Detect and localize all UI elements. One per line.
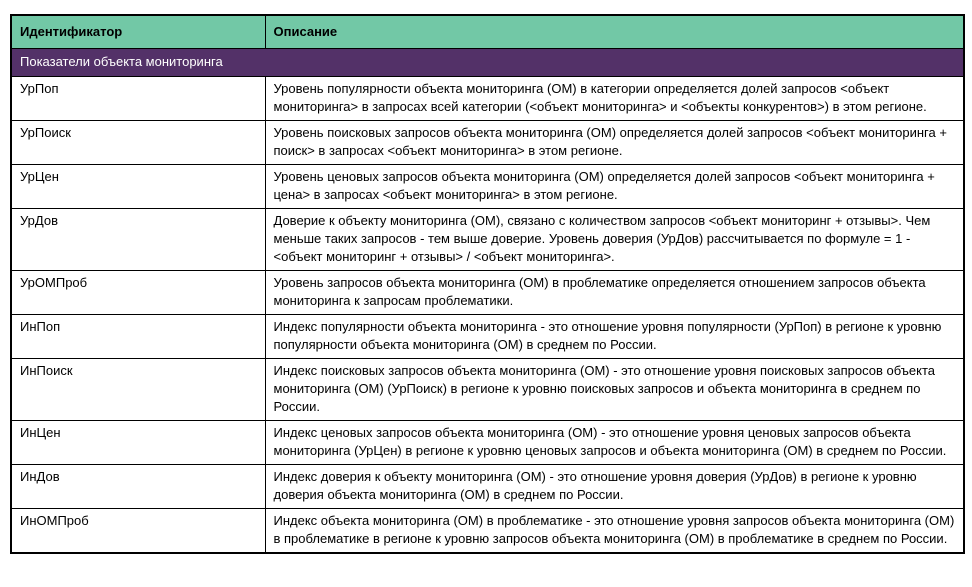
table-row	[11, 509, 964, 554]
identifier-cell: УрЦен	[11, 165, 265, 209]
description-cell: Уровень ценовых запросов объекта мониторинга (ОМ) определяется долей запросов <объект мониторинга + цена> в запросах <объект мониторинга> в этом регионе.	[265, 165, 964, 209]
identifier-cell: ИнОМПроб	[11, 509, 265, 554]
header-row	[11, 15, 964, 49]
identifier-cell: УрОМПроб	[11, 271, 265, 315]
description-cell: Индекс поисковых запросов объекта мониторинга (ОМ) - это отношение уровня поисковых запросов объекта мониторинга (ОМ) (УрПоиск) в регионе к уровню поисковых запросов и объекта мониторинга в среднем по России.	[265, 359, 964, 421]
identifier-cell: УрПоиск	[11, 121, 265, 165]
identifier-cell: ИнДов	[11, 465, 265, 509]
table-row	[11, 77, 964, 121]
section-row	[11, 49, 964, 77]
description-cell: Индекс ценовых запросов объекта мониторинга (ОМ) - это отношение уровня ценовых запросов объекта мониторинга (УрЦен) в регионе к уровню ценовых запросов и объекта мониторинга (ОМ) в среднем по России.	[265, 421, 964, 465]
identifier-cell: УрДов	[11, 209, 265, 271]
description-cell: Индекс объекта мониторинга (ОМ) в проблематике - это отношение уровня запросов объекта мониторинга (ОМ) в проблематике в регионе к уровню запросов объекта мониторинга (ОМ) в проблематике в среднем по России.	[265, 509, 964, 554]
column-header-identifier: Идентификатор	[11, 15, 265, 49]
description-cell: Уровень популярности объекта мониторинга (ОМ) в категории определяется долей запросов <объект мониторинга> в запросах всей категории (<объект мониторинга> и <объекты конкурентов>) в этом регионе.	[265, 77, 964, 121]
description-cell: Уровень поисковых запросов объекта мониторинга (ОМ) определяется долей запросов <объект мониторинга + поиск> в запросах <объект мониторинга> в этом регионе.	[265, 121, 964, 165]
description-cell: Уровень запросов объекта мониторинга (ОМ) в проблематике определяется отношением запросов объекта мониторинга к запросам проблематики.	[265, 271, 964, 315]
identifier-cell: ИнПоп	[11, 315, 265, 359]
table-row	[11, 209, 964, 271]
table-row	[11, 271, 964, 315]
identifier-cell: ИнПоиск	[11, 359, 265, 421]
description-cell: Доверие к объекту мониторинга (ОМ), связано с количеством запросов <объект мониторинг + отзывы>. Чем меньше таких запросов - тем выше доверие. Уровень доверия (УрДов) рассчитывается по формуле = 1 - <объект мониторинг + отзывы> / <объект мониторинга>.	[265, 209, 964, 271]
table-row	[11, 421, 964, 465]
table-row	[11, 165, 964, 209]
table-row	[11, 359, 964, 421]
table-row	[11, 121, 964, 165]
description-cell: Индекс популярности объекта мониторинга - это отношение уровня популярности (УрПоп) в регионе к уровню популярности объекта мониторинга (ОМ) в среднем по России.	[265, 315, 964, 359]
table-row	[11, 465, 964, 509]
indicators-table	[10, 14, 965, 554]
section-title: Показатели объекта мониторинга	[11, 49, 964, 77]
identifier-cell: УрПоп	[11, 77, 265, 121]
table-row	[11, 315, 964, 359]
column-header-description: Описание	[265, 15, 964, 49]
description-cell: Индекс доверия к объекту мониторинга (ОМ) - это отношение уровня доверия (УрДов) в регионе к уровню доверия объекта мониторинга (ОМ) в среднем по России.	[265, 465, 964, 509]
identifier-cell: ИнЦен	[11, 421, 265, 465]
